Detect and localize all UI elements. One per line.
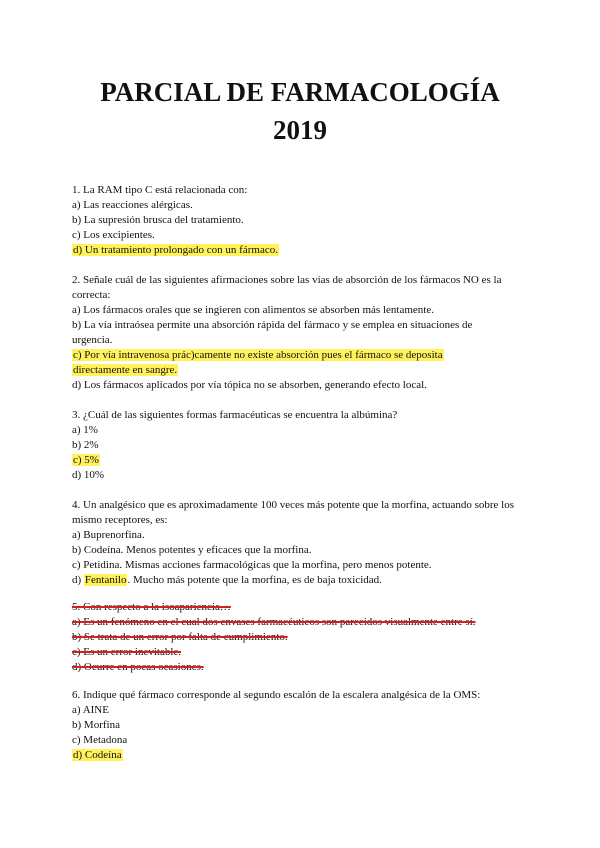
q5-option-c-struck: c) Es un error inevitable. — [72, 646, 182, 658]
q3-option-d: d) 10% — [72, 469, 105, 481]
q1-option-b: b) La supresión brusca del tratamiento. — [72, 214, 244, 226]
q1-option-a: a) Las reacciones alérgicas. — [72, 199, 193, 211]
q3-option-b: b) 2% — [72, 439, 99, 451]
answer-highlight: Fentanilo — [84, 574, 127, 586]
q2-option-a: a) Los fármacos orales que se ingieren con alimentos se absorben más lentamente. — [72, 304, 434, 316]
question-2-cont: correcta: — [72, 289, 111, 301]
question-4: 4. Un analgésico que es aproximadamente 100 veces más potente que la morfina, actuando sobre los — [72, 499, 514, 511]
question-3: 3. ¿Cuál de las siguientes formas farmacéuticas se encuentra la albúmina? — [72, 409, 398, 421]
q6-option-d-answer — [72, 748, 123, 762]
question-5-struck: 5. Con respecto a la isoapariencia… — [72, 601, 231, 613]
q4-option-c: c) Petidina. Mismas acciones farmacológicas que la morfina, pero menos potente. — [72, 559, 432, 571]
answer-highlight: c) 5% — [73, 454, 99, 466]
q4-option-d-prefix: d) — [72, 574, 84, 586]
q5-option-a-struck: a) Es un fenómeno en el cual dos envases farmacéuticos son parecidos visualmente entre sí. — [72, 616, 476, 628]
q2-option-c-answer-cont — [72, 363, 178, 377]
q1-option-d-answer — [72, 243, 279, 257]
q4-option-d-rest: . Mucho más potente que la morfina, es de baja toxicidad. — [127, 574, 382, 586]
q2-option-b: b) La vía intraósea permite una absorción rápida del fármaco y se emplea en situaciones de — [72, 319, 473, 331]
answer-highlight: d) Un tratamiento prolongado con un fármaco. — [73, 244, 278, 256]
q2-option-c-answer — [72, 348, 444, 362]
q5-option-d-struck: d) Ocurre en pocas ocasiones. — [72, 661, 204, 673]
q2-option-b-cont: urgencia. — [72, 334, 113, 346]
q6-option-b: b) Morfina — [72, 719, 120, 731]
q3-option-a: a) 1% — [72, 424, 98, 436]
q2-option-d: d) Los fármacos aplicados por vía tópica no se absorben, generando efecto local. — [72, 379, 427, 391]
q1-option-c: c) Los excipientes. — [72, 229, 155, 241]
page-title-year: 2019 — [273, 115, 327, 145]
q3-option-c-answer — [72, 453, 100, 467]
q4-option-a: a) Buprenorfina. — [72, 529, 145, 541]
question-2: 2. Señale cuál de las siguientes afirmaciones sobre las vías de absorción de los fármacos NO es la — [72, 274, 502, 286]
answer-highlight: directamente en sangre. — [73, 364, 178, 376]
q4-option-d — [72, 573, 382, 587]
answer-highlight: c) Por vía intravenosa prác)camente no existe absorción pues el fármaco se deposita — [73, 349, 443, 361]
q5-option-b-struck: b) Se trata de un error por falta de cumplimiento. — [72, 631, 288, 643]
answer-highlight: d) Codeína — [73, 749, 122, 761]
page-title: PARCIAL DE FARMACOLOGÍA — [100, 77, 500, 107]
q6-option-c: c) Metadona — [72, 734, 128, 746]
q6-option-a: a) AINE — [72, 704, 109, 716]
q4-option-b: b) Codeína. Menos potentes y eficaces que la morfina. — [72, 544, 312, 556]
question-4-cont: mismo receptores, es: — [72, 514, 168, 526]
question-6: 6. Indique qué fármaco corresponde al segundo escalón de la escalera analgésica de la OMS: — [72, 689, 481, 701]
question-1: 1. La RAM tipo C está relacionada con: — [72, 184, 248, 196]
